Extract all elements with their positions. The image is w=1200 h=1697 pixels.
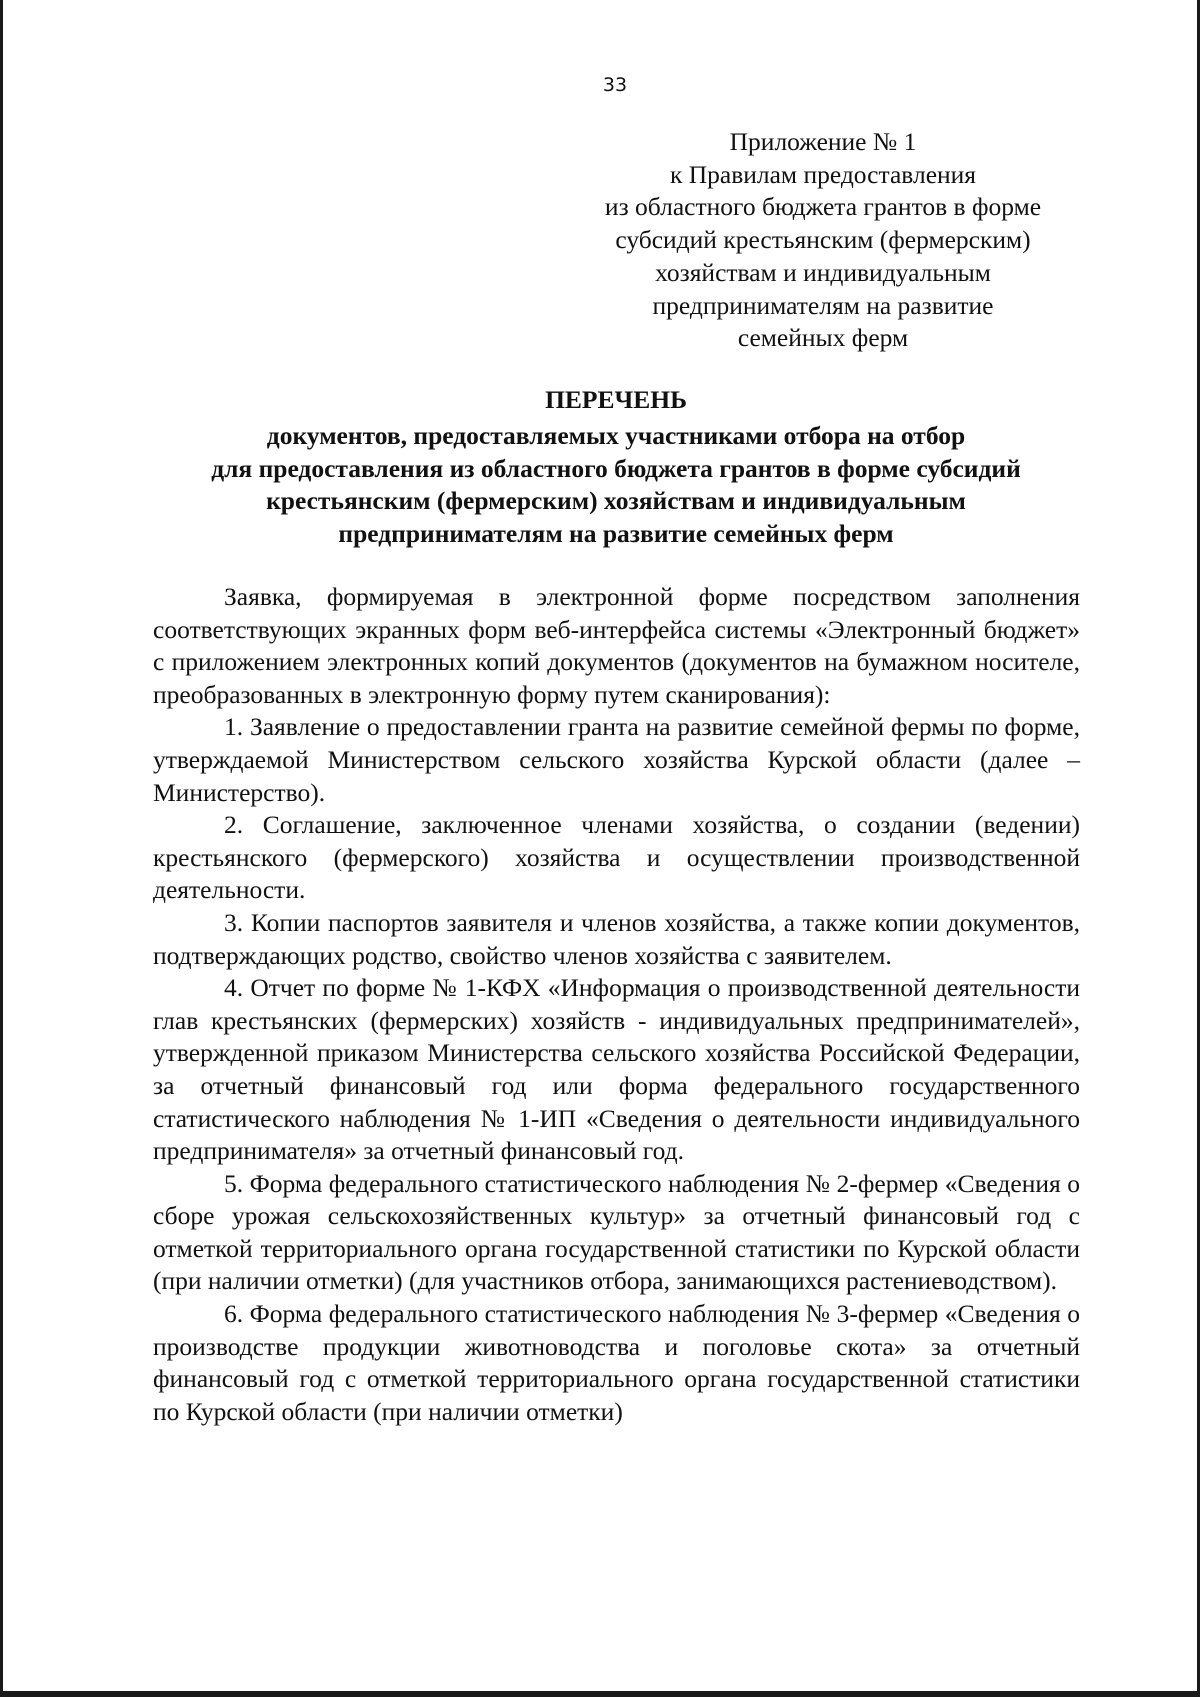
- intro-paragraph: Заявка, формируемая в электронной форме посредством заполнения соответствующих экранных форм веб-интерфейса системы «Электронный бюджет» с приложением электронных копий документов (документов на бумажном носителе, преобразованных в электронную форму путем сканирования):: [153, 582, 1080, 709]
- scan-border-bottom: [0, 1691, 1200, 1697]
- subtitle-line: для предоставления из областного бюджета грантов в форме субсидий: [211, 453, 1021, 483]
- list-item: 2. Соглашение, заключенное членами хозяйства, о создании (ведении) крестьянского (фермерского) хозяйства и осуществлении производственной деятельности.: [153, 810, 1080, 905]
- appendix-line: хозяйствам и индивидуальным: [655, 257, 991, 287]
- appendix-line: субсидий крестьянским (фермерским): [615, 225, 1031, 255]
- appendix-line: Приложение № 1: [729, 127, 917, 156]
- appendix-line: из областного бюджета грантов в форме: [604, 192, 1042, 222]
- list-item: 5. Форма федерального статистического наблюдения № 2-фермер «Сведения о сборе урожая сельскохозяйственных культур» за отчетный финансовый год с отметкой территориального органа государственной статистики по Курской области (при наличии отметки) (для участников отбора, занимающихся растениеводством).: [153, 1168, 1080, 1296]
- appendix-header: [570, 126, 1076, 355]
- list-item: 1. Заявление о предоставлении гранта на развитие семейной фермы по форме, утверждаемой Министерством сельского хозяйства Курской области (далее – Министерство).: [153, 712, 1080, 807]
- list-item: 4. Отчет по форме № 1-КФХ «Информация о производственной деятельности глав крестьянских (фермерских) хозяйств - индивидуальных предпринимателей», утвержденной приказом Министерства сельского хозяйства Российской Федерации, за отчетный финансовый год или форма федерального государственного статистического наблюдения № 1-ИП «Сведения о деятельности индивидуального предпринимателя» за отчетный финансовый год.: [153, 973, 1080, 1166]
- appendix-line: семейных ферм: [737, 323, 909, 353]
- list-item: 6. Форма федерального статистического наблюдения № 3-фермер «Сведения о производстве продукции животноводства и поголовье скота» за отчетный финансовый год с отметкой территориального органа государственной статистики по Курской области (при наличии отметки): [153, 1299, 1080, 1426]
- appendix-line: к Правилам предоставления: [669, 159, 977, 189]
- subtitle-line: крестьянским (фермерским) хозяйствам и индивидуальным: [266, 486, 966, 515]
- page-number: 33: [602, 74, 628, 96]
- appendix-line: предпринимателям на развитие: [652, 290, 994, 320]
- list-item: 3. Копии паспортов заявителя и членов хозяйства, а также копии документов, подтверждающих родство, свойство членов хозяйства с заявителем.: [153, 907, 1080, 970]
- document-body: [153, 581, 1080, 1428]
- document-subtitle: [150, 420, 1082, 550]
- subtitle-line: документов, предоставляемых участниками отбора на отбор: [266, 421, 966, 450]
- document-title: ПЕРЕЧЕНЬ: [545, 385, 687, 414]
- scan-border-left: [0, 0, 3, 1697]
- subtitle-line: предпринимателям на развитие семейных ферм: [338, 518, 894, 548]
